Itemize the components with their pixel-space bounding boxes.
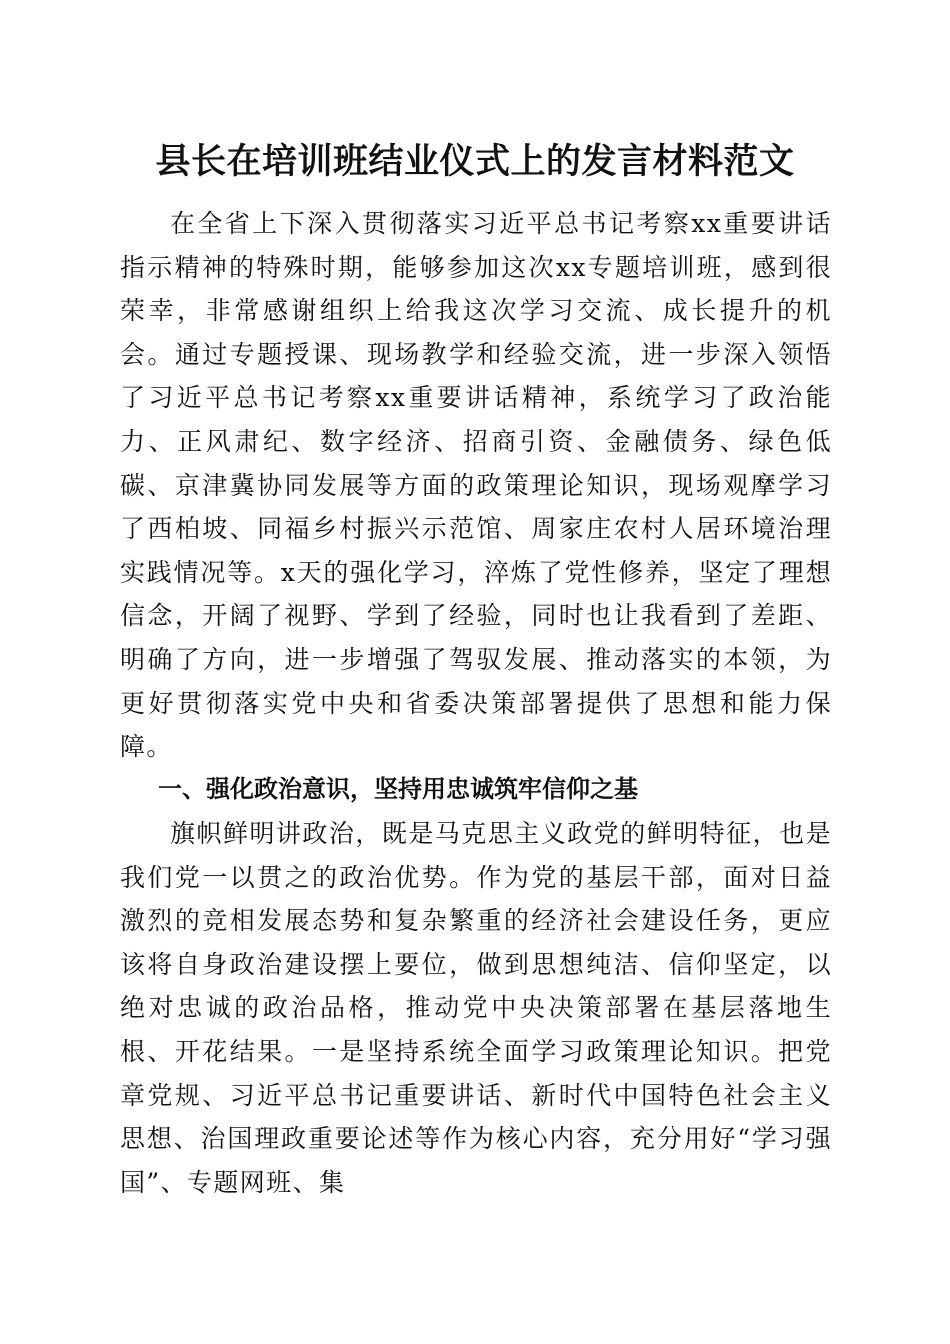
section-heading: 一、强化政治意识，坚持用忠诚筑牢信仰之基 (158, 775, 638, 803)
document-title: 县长在培训班结业仪式上的发言材料范文 (155, 141, 795, 182)
section-paragraph: 旗帜鲜明讲政治，既是马克思主义政党的鲜明特征，也是我们党一以贯之的政治优势。作为党的基层干部，面对日益激烈的竞相发展态势和复杂繁重的经济社会建设任务，更应该将自身政治建设摆上要位，做到思想纯洁、信仰坚定，以绝对忠诚的政治品格，推动党中央决策部署在基层落地生根、开花结果。一是坚持系统全面学习政策理论知识。把党章党规、习近平总书记重要讲话、新时代中国特色社会主义思想、治国理政重要论述等作为核心内容，充分用好“学习强国”、专题网班、集 (120, 819, 832, 1197)
intro-paragraph: 在全省上下深入贯彻落实习近平总书记考察xx重要讲话指示精神的特殊时期，能够参加这次xx专题培训班，感到很荣幸，非常感谢组织上给我这次学习交流、成长提升的机会。通过专题授课、现场教学和经验交流，进一步深入领悟了习近平总书记考察xx重要讲话精神，系统学习了政治能力、正风肃纪、数字经济、招商引资、金融债务、绿色低碳、京津冀协同发展等方面的政策理论知识，现场观摩学习了西柏坡、同福乡村振兴示范馆、周家庄农村人居环境治理实践情况等。x天的强化学习，淬炼了党性修养，坚定了理想信念，开阔了视野、学到了经验，同时也让我看到了差距、明确了方向，进一步增强了驾驭发展、推动落实的本领，为更好贯彻落实党中央和省委决策部署提供了思想和能力保障。 (120, 209, 832, 762)
